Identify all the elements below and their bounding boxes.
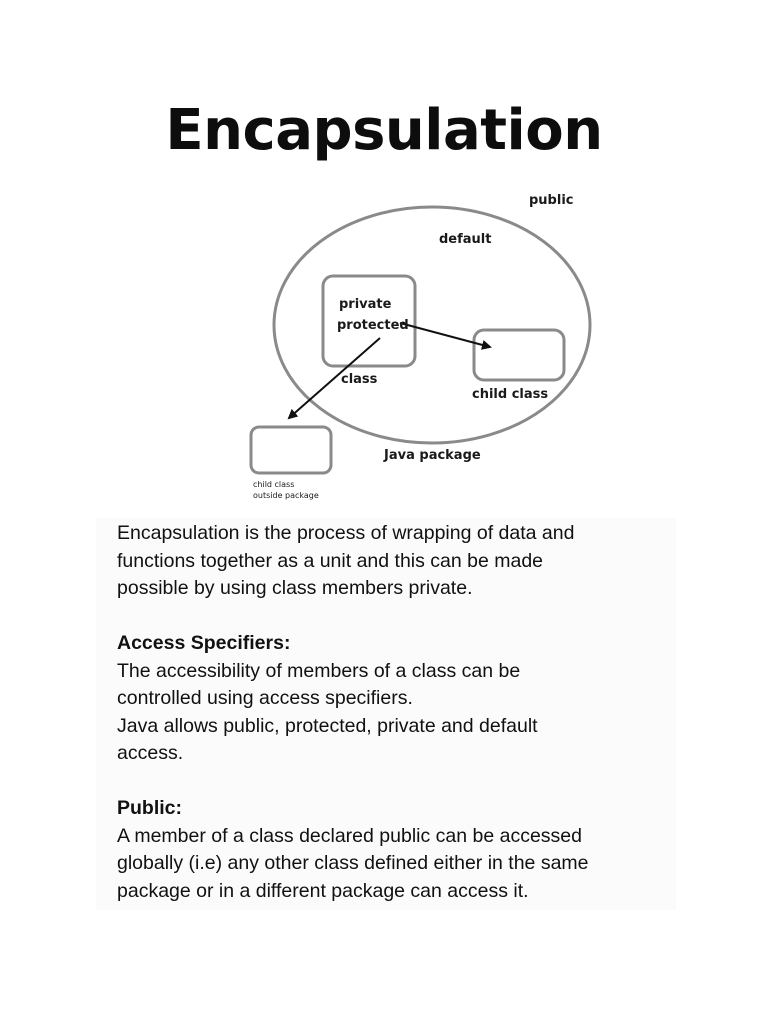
public-line: globally (i.e) any other class defined either in the same: [117, 852, 589, 874]
java-package-ellipse: [274, 207, 590, 443]
outside-child-label-line2: outside package: [253, 491, 319, 500]
outside-child-class-box: [251, 427, 331, 473]
private-label: private: [339, 297, 392, 312]
diagram-svg: [0, 180, 768, 510]
intro-line: possible by using class members private.: [117, 577, 473, 599]
access-line: The accessibility of members of a class can be: [117, 659, 521, 682]
access-line: access.: [117, 742, 184, 764]
access-line: Java allows public, protected, private and default: [117, 714, 538, 737]
outside-child-label-line1: child class: [253, 480, 295, 489]
class-label: class: [341, 372, 378, 387]
public-heading: Public:: [117, 797, 183, 819]
child-class-box: [474, 330, 564, 380]
page-title: Encapsulation: [165, 98, 603, 163]
encapsulation-diagram: [0, 180, 768, 510]
protected-label: protected: [337, 318, 409, 333]
public-line: A member of a class declared public can be accessed: [117, 824, 583, 847]
paragraph-gap: [117, 603, 676, 631]
child-class-label: child class: [472, 387, 549, 402]
intro-line: functions together as a unit and this can be made: [117, 549, 544, 572]
access-specifiers-heading: Access Specifiers:: [117, 632, 291, 654]
java-package-label: Java package: [384, 448, 481, 463]
default-label: default: [439, 232, 492, 247]
public-line: package or in a different package can access it.: [117, 879, 529, 902]
content-panel: [96, 518, 676, 910]
public-label: public: [529, 193, 574, 208]
access-line: controlled using access specifiers.: [117, 687, 413, 709]
paragraph-gap: [117, 768, 676, 796]
intro-line: Encapsulation is the process of wrapping of data and: [117, 522, 575, 544]
